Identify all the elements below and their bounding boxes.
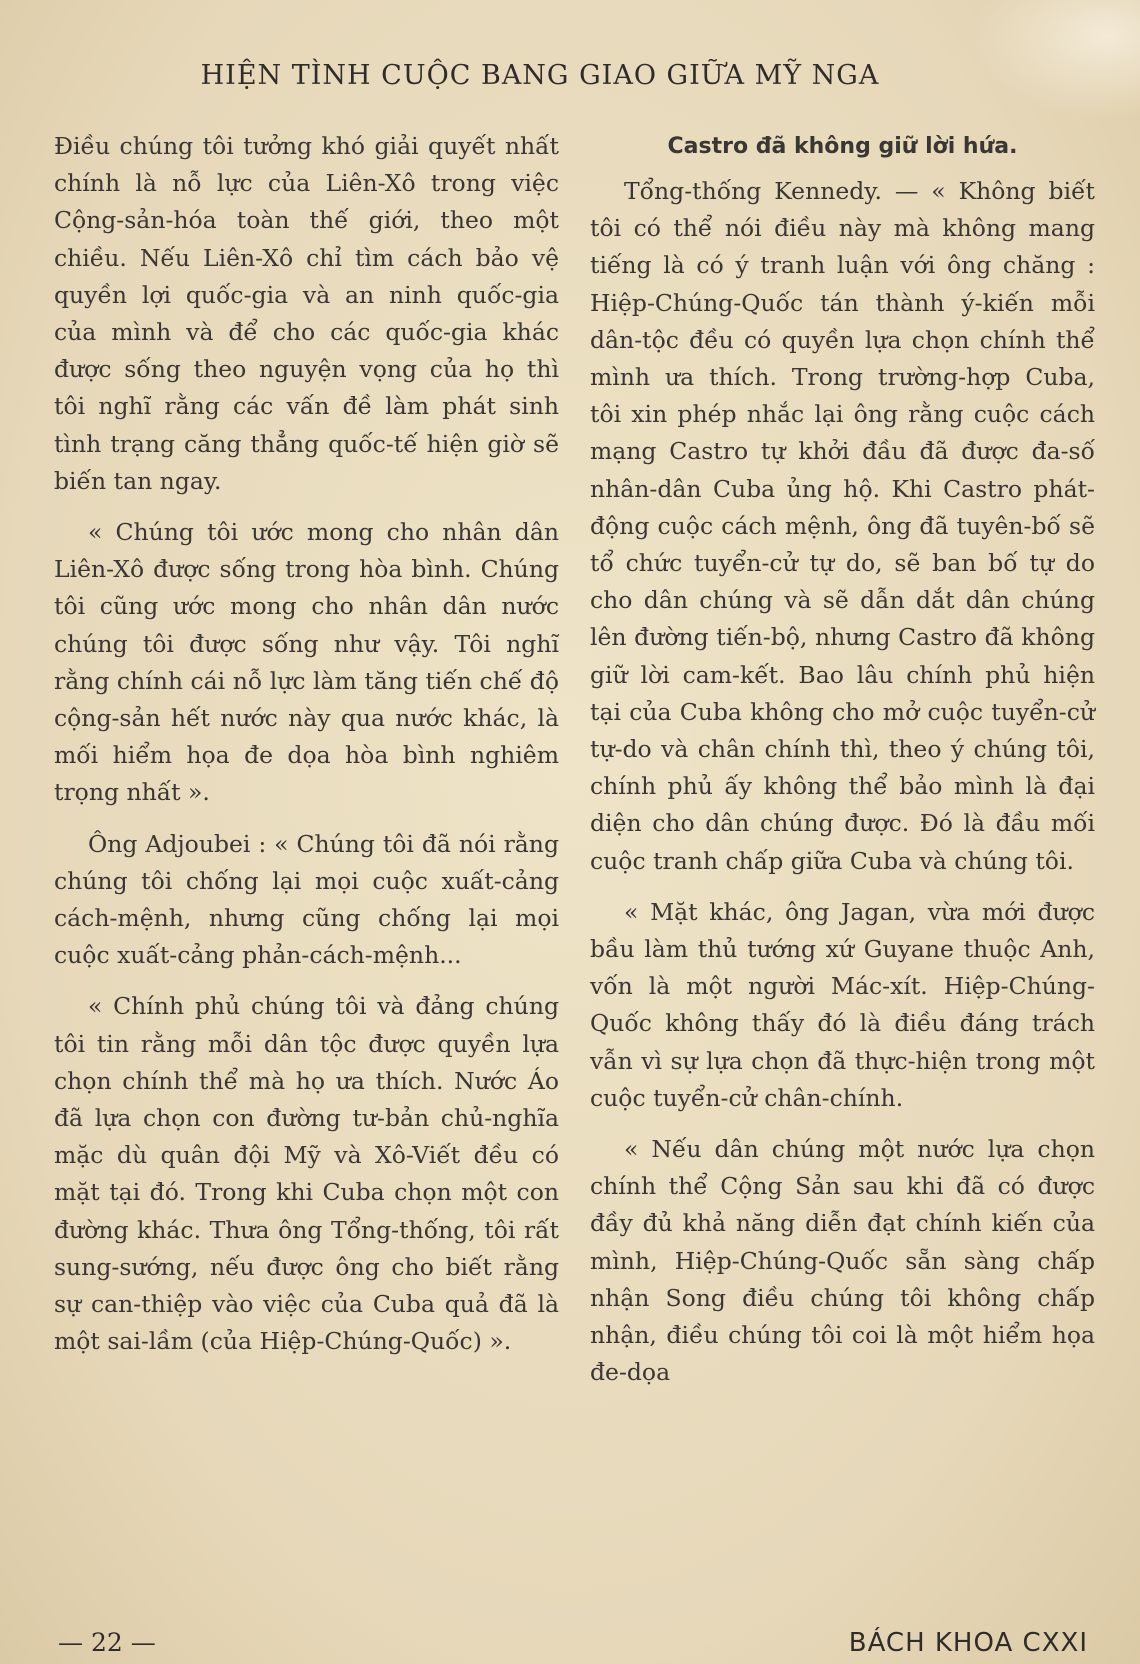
body-paragraph: « Mặt khác, ông Jagan, vừa mới được bầu làm thủ tướng xứ Guyane thuộc Anh, vốn là một người Mác-xít. Hiệp-Chúng-Quốc không thấy đó là điều đáng trách vẫn vì sự lựa chọn đã thực-hiện trong một cuộc tuyển-cử chân-chính.	[590, 897, 1095, 1112]
page-number: — 22 —	[58, 1628, 156, 1657]
body-paragraph: « Chính phủ chúng tôi và đảng chúng tôi tin rằng mỗi dân tộc được quyền lựa chọn chính thể mà họ ưa thích. Nước Áo đã lựa chọn con đường tư-bản chủ-nghĩa mặc dù quân đội Mỹ và Xô-Viết đều có mặt tại đó. Trong khi Cuba chọn một con đường khác. Thưa ông Tổng-thống, tôi rất sung-sướng, nếu được ông cho biết rằng sự can-thiệp vào việc của Cuba quả đã là một sai-lầm (của Hiệp-Chúng-Quốc) ».	[54, 992, 559, 1356]
left-column	[54, 128, 559, 1375]
body-paragraph: Tổng-thống Kennedy. — « Không biết tôi có thể nói điều này mà không mang tiếng là có ý tranh luận với ông chăng : Hiệp-Chúng-Quốc tán thành ý-kiến mỗi dân-tộc đều có quyền lựa chọn chính thể mình ưa thích. Trong trường-hợp Cuba, tôi xin phép nhắc lại ông rằng cuộc cách mạng Castro tự khởi đầu đã được đa-số nhân-dân Cuba ủng hộ. Khi Castro phát-động cuộc cách mệnh, ông đã tuyên-bố sẽ tổ chức tuyển-cử tự do, sẽ ban bố tự do cho dân chúng và sẽ dẫn dắt dân chúng lên đường tiến-bộ, nhưng Castro đã không giữ lời cam-kết. Bao lâu chính phủ hiện tại của Cuba không cho mở cuộc tuyển-cử tự-do và chân chính thì, theo ý chúng tôi, chính phủ ấy không thể bảo mình là đại diện cho dân chúng được. Đó là đầu mối cuộc tranh chấp giữa Cuba và chúng tôi.	[590, 177, 1095, 875]
body-paragraph: « Nếu dân chúng một nước lựa chọn chính thể Cộng Sản sau khi đã có được đầy đủ khả năng diễn đạt chính kiến của mình, Hiệp-Chúng-Quốc sẵn sàng chấp nhận Song điều chúng tôi không chấp nhận, điều chúng tôi coi là một hiểm họa đe-dọa	[590, 1135, 1095, 1387]
body-paragraph: « Chúng tôi ước mong cho nhân dân Liên-Xô được sống trong hòa bình. Chúng tôi cũng ước mong cho nhân dân nước chúng tôi được sống như vậy. Tôi nghĩ rằng chính cái nỗ lực làm tăng tiến chế độ cộng-sản hết nước này qua nước khác, là mối hiểm họa đe dọa hòa bình nghiêm trọng nhất ».	[54, 518, 559, 807]
section-subheading: Castro đã không giữ lời hứa.	[667, 134, 1018, 159]
running-title: HIỆN TÌNH CUỘC BANG GIAO GIỮA MỸ NGA	[200, 60, 880, 91]
journal-name: BÁCH KHOA CXXI	[848, 1628, 1088, 1658]
right-column	[590, 128, 1095, 1406]
body-paragraph: Điều chúng tôi tưởng khó giải quyết nhất chính là nỗ lực của Liên-Xô trong việc Cộng-sản-hóa toàn thế giới, theo một chiều. Nếu Liên-Xô chỉ tìm cách bảo vệ quyền lợi quốc-gia và an ninh quốc-gia của mình và để cho các quốc-gia khác được sống theo nguyện vọng của họ thì tôi nghĩ rằng các vấn đề làm phát sinh tình trạng căng thẳng quốc-tế hiện giờ sẽ biến tan ngay.	[54, 132, 559, 495]
body-paragraph: Ông Adjoubei : « Chúng tôi đã nói rằng chúng tôi chống lại mọi cuộc xuất-cảng cách-mệnh, nhưng cũng chống lại mọi cuộc xuất-cảng phản-cách-mệnh...	[54, 829, 559, 970]
